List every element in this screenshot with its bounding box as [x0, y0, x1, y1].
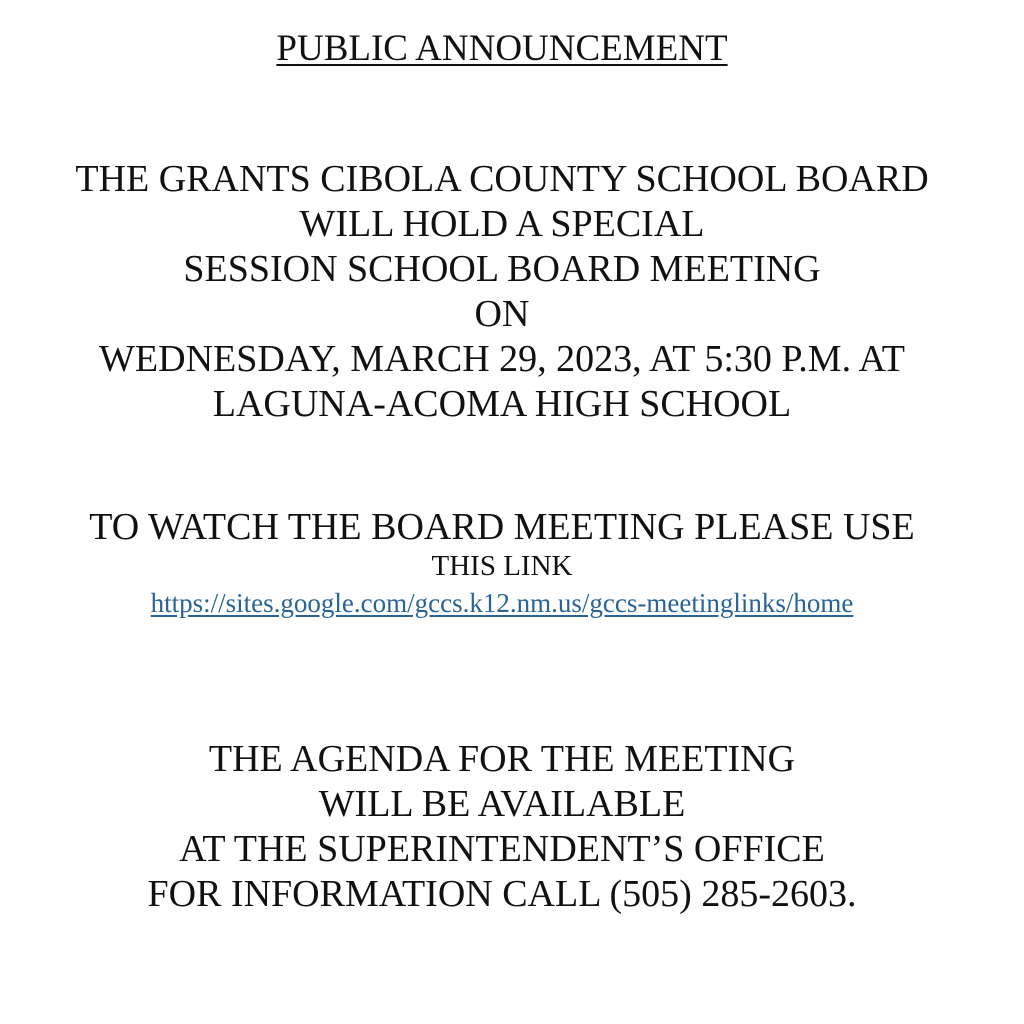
- link-label: THIS LINK: [431, 550, 573, 582]
- session-line-4: ON: [474, 293, 530, 335]
- session-line-1: THE GRANTS CIBOLA COUNTY SCHOOL BOARD: [75, 158, 929, 200]
- watch-instruction: TO WATCH THE BOARD MEETING PLEASE USE: [89, 506, 915, 548]
- session-line-2: WILL HOLD A SPECIAL: [299, 203, 705, 245]
- meeting-link[interactable]: https://sites.google.com/gccs.k12.nm.us/gccs-meetinglinks/home: [150, 588, 854, 618]
- agenda-line-1: THE AGENDA FOR THE MEETING: [208, 738, 796, 780]
- agenda-line-3: AT THE SUPERINTENDENT’S OFFICE: [179, 828, 825, 870]
- agenda-line-2: WILL BE AVAILABLE: [318, 783, 686, 825]
- page-title: PUBLIC ANNOUNCEMENT: [276, 28, 728, 69]
- agenda-line-4: FOR INFORMATION CALL (505) 285-2603.: [147, 873, 857, 915]
- session-line-5: WEDNESDAY, MARCH 29, 2023, AT 5:30 P.M. AT: [99, 338, 905, 380]
- session-line-3: SESSION SCHOOL BOARD MEETING: [183, 248, 821, 290]
- session-line-6: LAGUNA-ACOMA HIGH SCHOOL: [212, 383, 792, 425]
